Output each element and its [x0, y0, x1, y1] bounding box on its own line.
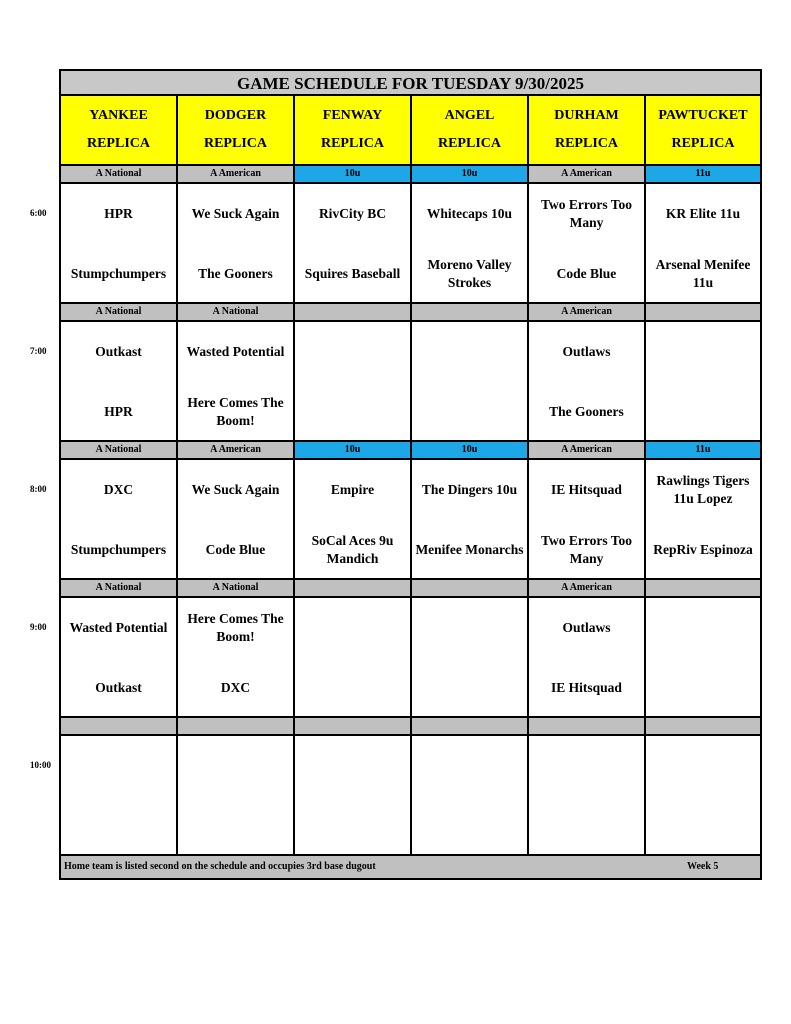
- schedule-sheet: [59, 69, 762, 880]
- game-cell: [295, 460, 412, 580]
- division-label: 10u: [295, 166, 412, 184]
- home-team: [414, 806, 525, 846]
- week-label: Week 5: [687, 861, 719, 872]
- division-label: [295, 304, 412, 322]
- home-team: DXC: [220, 680, 251, 695]
- game-cell: [61, 184, 178, 304]
- game-row: [61, 184, 760, 304]
- away-team: HPR: [104, 206, 133, 221]
- home-team: Stumpchumpers: [70, 266, 167, 281]
- away-team: Outkast: [95, 344, 142, 359]
- game-cell: [646, 736, 760, 856]
- away-team: Wasted Potential: [186, 344, 285, 359]
- field-name: FENWAY: [322, 108, 383, 123]
- away-team: RivCity BC: [318, 206, 387, 221]
- away-team: [414, 608, 525, 648]
- field-subtitle: REPLICA: [320, 136, 384, 151]
- away-team: KR Elite 11u: [665, 206, 741, 221]
- home-team: Code Blue: [556, 266, 617, 281]
- division-label: [529, 718, 646, 736]
- field-header-fenway: [295, 96, 412, 166]
- time-label: 6:00: [30, 208, 47, 218]
- game-cell: [178, 322, 295, 442]
- away-team: Whitecaps 10u: [426, 206, 513, 221]
- game-cell: [412, 184, 529, 304]
- division-label: A National: [178, 304, 295, 322]
- field-header-row: [61, 96, 760, 166]
- game-cell: [178, 460, 295, 580]
- field-subtitle: REPLICA: [437, 136, 501, 151]
- field-header-yankee: [61, 96, 178, 166]
- footer-bar: [61, 854, 760, 878]
- home-team: RepRiv Espinoza: [653, 542, 753, 557]
- division-row: [61, 718, 760, 736]
- division-label: 11u: [646, 442, 760, 460]
- division-row: [61, 580, 760, 598]
- game-cell: [412, 736, 529, 856]
- away-team: [297, 332, 408, 372]
- division-label: [295, 718, 412, 736]
- division-label: [412, 304, 529, 322]
- home-team: Outkast: [95, 680, 142, 695]
- game-cell: [295, 598, 412, 718]
- game-cell: [295, 322, 412, 442]
- division-row: [61, 442, 760, 460]
- away-team: DXC: [103, 482, 134, 497]
- field-header-durham: [529, 96, 646, 166]
- home-team: Here Comes The Boom!: [187, 395, 284, 428]
- away-team: [180, 746, 291, 786]
- division-label: A American: [529, 442, 646, 460]
- game-cell: [646, 184, 760, 304]
- home-team: [297, 668, 408, 708]
- home-team: [180, 806, 291, 846]
- game-cell: [529, 184, 646, 304]
- away-team: [531, 746, 642, 786]
- game-cell: [178, 184, 295, 304]
- away-team: We Suck Again: [191, 206, 280, 221]
- game-cell: [412, 322, 529, 442]
- home-team: [648, 392, 758, 432]
- away-team: [648, 332, 758, 372]
- time-label: 7:00: [30, 346, 47, 356]
- division-label: A National: [61, 442, 178, 460]
- division-label: 11u: [646, 166, 760, 184]
- game-cell: [61, 460, 178, 580]
- home-team: HPR: [104, 404, 133, 419]
- division-label: [61, 718, 178, 736]
- away-team: We Suck Again: [191, 482, 280, 497]
- field-subtitle: REPLICA: [203, 136, 267, 151]
- game-cell: [529, 460, 646, 580]
- home-team: [648, 806, 758, 846]
- game-cell: [295, 736, 412, 856]
- game-cell: [61, 736, 178, 856]
- home-team: The Gooners: [198, 266, 273, 281]
- game-cell: [178, 736, 295, 856]
- division-label: A National: [61, 166, 178, 184]
- game-cell: [646, 322, 760, 442]
- field-name: ANGEL: [444, 108, 495, 123]
- away-team: The Dingers 10u: [421, 482, 518, 497]
- home-team: Squires Baseball: [304, 266, 401, 281]
- away-team: Wasted Potential: [69, 620, 168, 635]
- away-team: IE Hitsquad: [551, 482, 622, 497]
- home-team: Menifee Monarchs: [415, 542, 524, 557]
- division-label: A National: [178, 580, 295, 598]
- footer-note: Home team is listed second on the schedule and occupies 3rd base dugout: [64, 861, 376, 872]
- division-label: A American: [529, 166, 646, 184]
- division-label: [178, 718, 295, 736]
- away-team: Rawlings Tigers 11u Lopez: [656, 473, 750, 506]
- home-team: Two Errors Too Many: [540, 533, 632, 566]
- time-label: 10:00: [30, 760, 51, 770]
- home-team: [63, 806, 174, 846]
- home-team: IE Hitsquad: [551, 680, 622, 695]
- home-team: [297, 806, 408, 846]
- away-team: Outlaws: [562, 344, 611, 359]
- division-label: 10u: [412, 166, 529, 184]
- game-cell: [412, 598, 529, 718]
- home-team: SoCal Aces 9u Mandich: [311, 533, 394, 566]
- away-team: [297, 608, 408, 648]
- field-name: DODGER: [204, 108, 267, 123]
- game-cell: [646, 460, 760, 580]
- division-label: A American: [529, 580, 646, 598]
- division-label: A National: [61, 304, 178, 322]
- field-subtitle: REPLICA: [86, 136, 150, 151]
- away-team: Outlaws: [562, 620, 611, 635]
- division-label: [412, 580, 529, 598]
- division-label: A American: [178, 166, 295, 184]
- division-label: [295, 580, 412, 598]
- game-cell: [529, 598, 646, 718]
- division-row: [61, 166, 760, 184]
- home-team: [414, 668, 525, 708]
- home-team: Moreno Valley Strokes: [427, 257, 512, 290]
- game-cell: [295, 184, 412, 304]
- away-team: [414, 746, 525, 786]
- away-team: Here Comes The Boom!: [187, 611, 284, 644]
- home-team: [297, 392, 408, 432]
- away-team: [63, 746, 174, 786]
- field-header-dodger: [178, 96, 295, 166]
- home-team: Stumpchumpers: [70, 542, 167, 557]
- game-cell: [61, 598, 178, 718]
- game-cell: [646, 598, 760, 718]
- home-team: [648, 668, 758, 708]
- game-cell: [61, 322, 178, 442]
- game-cell: [412, 460, 529, 580]
- division-label: 10u: [412, 442, 529, 460]
- field-subtitle: REPLICA: [554, 136, 618, 151]
- home-team: Arsenal Menifee 11u: [655, 257, 751, 290]
- field-subtitle: REPLICA: [671, 136, 735, 151]
- game-row: [61, 598, 760, 718]
- time-label: 8:00: [30, 484, 47, 494]
- home-team: [414, 392, 525, 432]
- home-team: Code Blue: [205, 542, 266, 557]
- game-cell: [178, 598, 295, 718]
- game-row: [61, 322, 760, 442]
- field-header-angel: [412, 96, 529, 166]
- schedule-title: GAME SCHEDULE FOR TUESDAY 9/30/2025: [61, 71, 760, 96]
- away-team: [414, 332, 525, 372]
- division-label: [412, 718, 529, 736]
- away-team: [297, 746, 408, 786]
- field-header-pawtucket: [646, 96, 760, 166]
- home-team: [531, 806, 642, 846]
- field-name: YANKEE: [89, 108, 148, 123]
- time-label: 9:00: [30, 622, 47, 632]
- field-name: PAWTUCKET: [658, 108, 748, 123]
- game-row: [61, 736, 760, 856]
- game-row: [61, 460, 760, 580]
- away-team: [648, 608, 758, 648]
- away-team: [648, 746, 758, 786]
- division-label: [646, 718, 760, 736]
- away-team: Empire: [330, 482, 375, 497]
- division-label: A National: [61, 580, 178, 598]
- away-team: Two Errors Too Many: [540, 197, 632, 230]
- game-cell: [529, 736, 646, 856]
- home-team: The Gooners: [549, 404, 624, 419]
- division-label: A American: [529, 304, 646, 322]
- division-label: A American: [178, 442, 295, 460]
- division-label: [646, 580, 760, 598]
- field-name: DURHAM: [554, 108, 619, 123]
- division-label: [646, 304, 760, 322]
- game-cell: [529, 322, 646, 442]
- division-label: 10u: [295, 442, 412, 460]
- division-row: [61, 304, 760, 322]
